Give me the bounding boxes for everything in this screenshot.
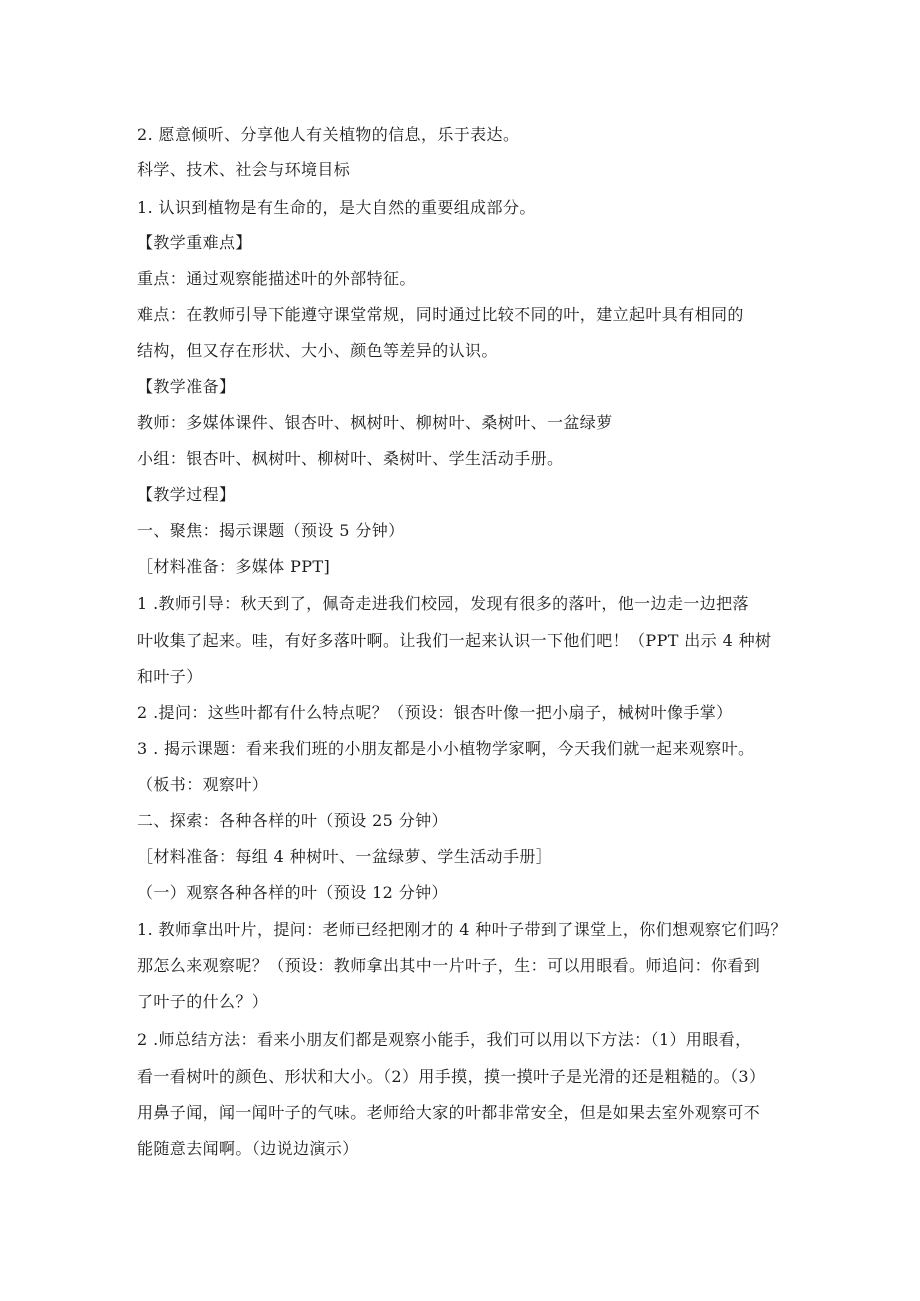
text-line: 那怎么来观察呢？（预设：教师拿出其中一片叶子，生：可以用眼看。师追问：你看到 [137, 956, 761, 975]
text-line: 结构，但又存在形状、大小、颜色等差异的认识。 [137, 341, 498, 360]
text-line: 难点：在教师引导下能遵守课堂常规，同时通过比较不同的叶，建立起叶具有相同的 [137, 305, 744, 324]
section-heading: 科学、技术、社会与环境目标 [137, 160, 351, 179]
text-line: 重点：通过观察能描述叶的外部特征。 [137, 269, 416, 288]
text-line: 小组：银杏叶、枫树叶、柳树叶、桑树叶、学生活动手册。 [137, 449, 564, 468]
text-line: 2. 愿意倾听、分享他人有关植物的信息，乐于表达。 [137, 125, 520, 144]
text-line: 1. 认识到植物是有生命的，是大自然的重要组成部分。 [137, 198, 536, 217]
section-heading: 一、聚焦：揭示课题（预设 5 分钟） [137, 521, 405, 540]
text-line: 教师：多媒体课件、银杏叶、枫树叶、柳树叶、桑树叶、一盆绿萝 [137, 413, 613, 432]
text-line: 用鼻子闻，闻一闻叶子的气味。老师给大家的叶都非常安全，但是如果去室外观察可不 [137, 1103, 761, 1122]
text-line: 叶收集了起来。哇，有好多落叶啊。让我们一起来认识一下他们吧！（PPT 出示 4 种树 [137, 631, 772, 650]
text-line: （板书：观察叶） [137, 775, 269, 794]
text-line: 1. 教师拿出叶片，提问：老师已经把刚才的 4 种叶子带到了课堂上，你们想观察它们吗？ [137, 920, 787, 939]
section-heading: （一）观察各种各样的叶（预设 12 分钟） [137, 883, 448, 902]
section-heading: 【教学过程】 [137, 485, 236, 504]
text-line: ［材料准备：多媒体 PPT] [137, 557, 331, 576]
section-heading: 【教学重难点】 [137, 233, 252, 252]
text-line: 和叶子） [137, 667, 203, 686]
text-line: 看一看树叶的颜色、形状和大小。（2）用手摸，摸一摸叶子是光滑的还是粗糙的。（3） [137, 1067, 766, 1086]
text-line: 2 .师总结方法：看来小朋友们都是观察小能手，我们可以用以下方法：（1）用眼看， [137, 1030, 752, 1049]
text-line: ［材料准备：每组 4 种树叶、一盆绿萝、学生活动手册］ [137, 847, 553, 866]
section-heading: 二、探索：各种各样的叶（预设 25 分钟） [137, 811, 448, 830]
text-line: 能随意去闻啊。（边说边演示） [137, 1139, 359, 1158]
section-heading: 【教学准备】 [137, 377, 236, 396]
text-line: 2 .提问：这些叶都有什么特点呢？（预设：银杏叶像一把小扇子，械树叶像手掌） [137, 703, 733, 722]
text-line: 3 . 揭示课题：看来我们班的小朋友都是小小植物学家啊，今天我们就一起来观察叶。 [137, 739, 755, 758]
text-line: 了叶子的什么？） [137, 992, 269, 1011]
text-line: 1 .教师引导：秋天到了，佩奇走进我们校园，发现有很多的落叶，他一边走一边把落 [137, 594, 749, 613]
